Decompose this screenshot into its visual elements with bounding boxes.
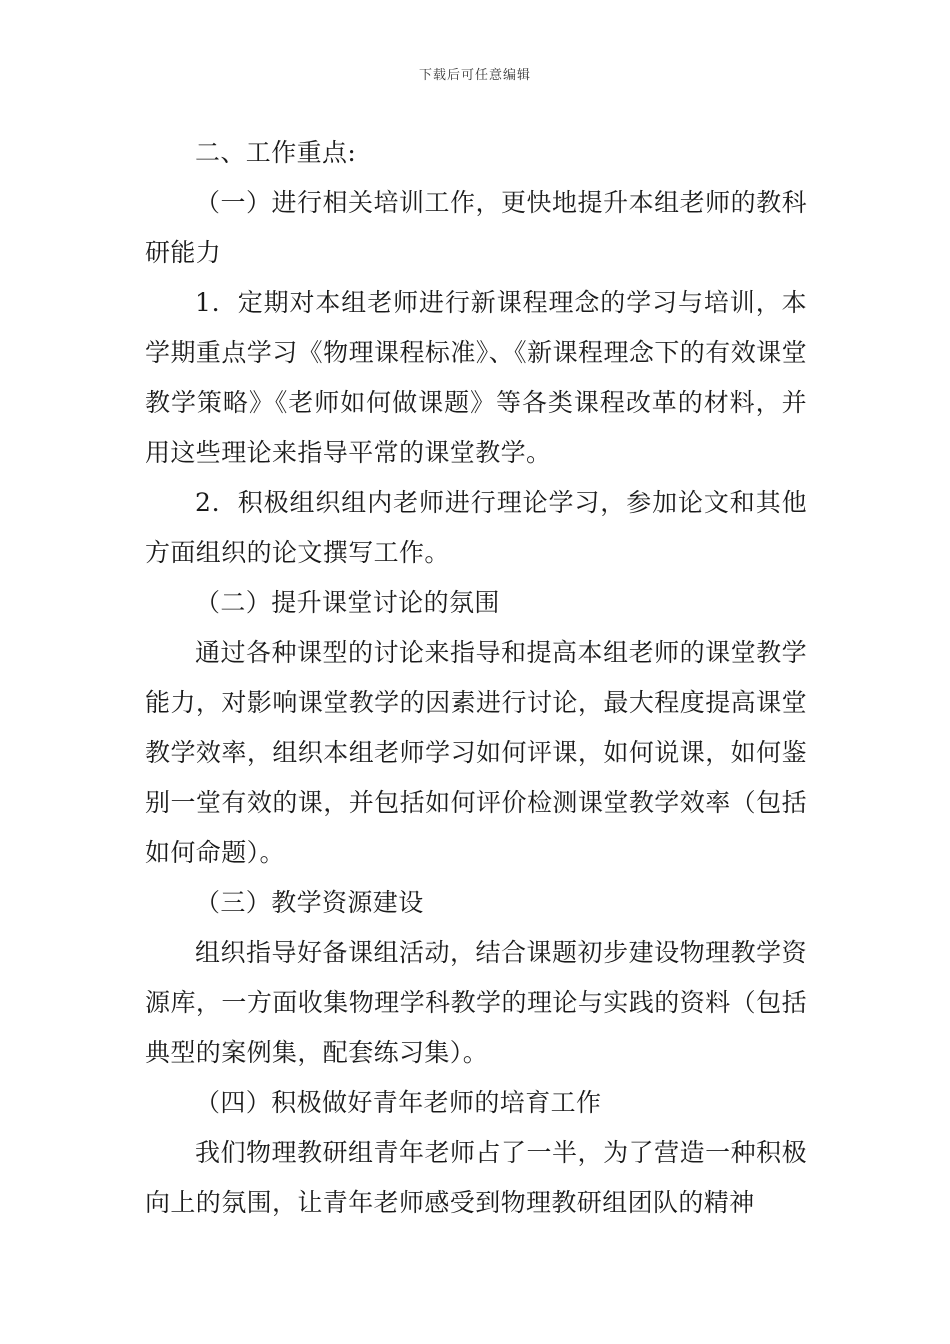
- subsection-heading: （一）进行相关培训工作，更快地提升本组老师的教科研能力: [145, 188, 807, 267]
- subsection-heading: （二）提升课堂讨论的氛围: [195, 588, 500, 617]
- body-paragraph: 1．定期对本组老师进行新课程理念的学习与培训，本学期重点学习《物理课程标准》、《新课程理念下的有效课堂教学策略》《老师如何做课题》等各类课程改革的材料，并用这些理论来指导平常的课堂教学。: [145, 288, 807, 467]
- document-body: [145, 128, 807, 1228]
- page-header-note: 下载后可任意编辑: [418, 68, 531, 83]
- body-paragraph: 我们物理教研组青年老师占了一半，为了营造一种积极向上的氛围，让青年老师感受到物理教研组团队的精神: [145, 1138, 807, 1217]
- body-paragraph: 2．积极组织组内老师进行理论学习，参加论文和其他方面组织的论文撰写工作。: [145, 488, 807, 567]
- body-paragraph: 通过各种课型的讨论来指导和提高本组老师的课堂教学能力，对影响课堂教学的因素进行讨论，最大程度提高课堂教学效率，组织本组老师学习如何评课，如何说课，如何鉴别一堂有效的课，并包括如何评价检测课堂教学效率（包括如何命题）。: [145, 638, 807, 867]
- subsection-heading: （四）积极做好青年老师的培育工作: [195, 1088, 602, 1117]
- section-heading: 二、工作重点:: [195, 138, 357, 167]
- subsection-heading: （三）教学资源建设: [195, 888, 424, 917]
- body-paragraph: 组织指导好备课组活动，结合课题初步建设物理教学资源库，一方面收集物理学科教学的理论与实践的资料（包括典型的案例集，配套练习集）。: [145, 938, 807, 1067]
